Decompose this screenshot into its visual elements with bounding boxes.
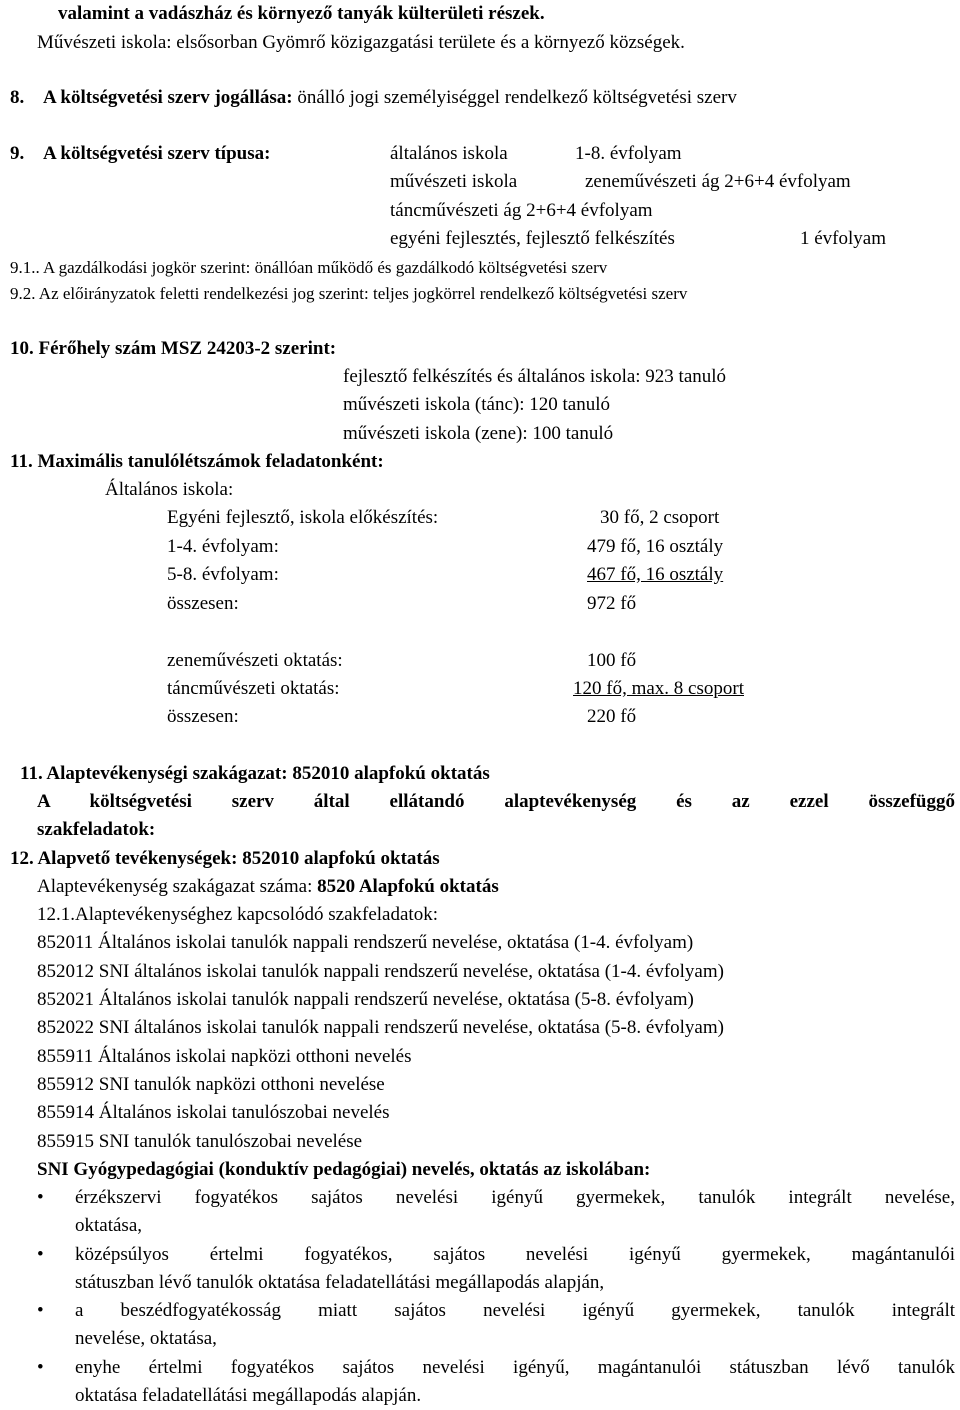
section-11b-line-2: szakfeladatok: — [37, 819, 156, 840]
type-4-a: egyéni fejlesztés, fejlesztő felkészítés — [390, 228, 675, 249]
type-1-a: általános iskola — [390, 143, 508, 164]
type-2-a: művészeti iskola — [390, 171, 518, 192]
section-9 — [10, 143, 270, 165]
capacity-line-2: művészeti iskola (tánc): 120 tanuló — [343, 394, 610, 415]
row-4-label: összesen: — [167, 593, 239, 614]
art-row-1-label: zeneművészeti oktatás: — [167, 650, 343, 671]
sector-number-value: 8520 Alapfokú oktatás — [317, 876, 499, 897]
section-12-heading: 12. Alapvető tevékenységek: 852010 alapfokú oktatás — [10, 848, 440, 869]
row-3-value: 467 fő, 16 osztály — [587, 564, 724, 585]
art-row-2-label: táncművészeti oktatás: — [167, 678, 340, 699]
task-item-8: 855915 SNI tanulók tanulószobai nevelése — [37, 1131, 363, 1152]
row-2-label: 1-4. évfolyam: — [167, 536, 279, 557]
type-4-b: 1 évfolyam — [800, 228, 887, 249]
row-2-value: 479 fő, 16 osztály — [587, 536, 724, 557]
type-1-b: 1-8. évfolyam — [575, 143, 682, 164]
section-11b-line-1: A költségvetési szerv által ellátandó alaptevékenység és az ezzel összefüggő — [37, 791, 955, 812]
bullet-2-line-1: középsúlyos értelmi fogyatékos, sajátos nevelési igényű gyermekek, magántanulói — [75, 1244, 955, 1265]
row-4-value: 972 fő — [587, 593, 637, 614]
section-9-label: A költségvetési szerv típusa: — [43, 143, 271, 164]
section-9-2: 9.2. Az előirányzatok feletti rendelkezési jog szerint: teljes jogkörrel rendelkező költségvetési szerv — [10, 284, 688, 303]
bullet-4-line-2: oktatása feladatellátási megállapodás alapján. — [75, 1385, 422, 1406]
sector-number-line — [37, 876, 499, 898]
bullet-1-marker: • — [37, 1187, 44, 1208]
bullet-3-line-2: nevelése, oktatása, — [75, 1328, 217, 1349]
intro-line-2: Művészeti iskola: elsősorban Gyömrő közigazgatási területe és a környező községek. — [37, 32, 685, 53]
bullet-3-marker: • — [37, 1300, 44, 1321]
bullet-1-line-2: oktatása, — [75, 1215, 143, 1236]
section-12-1: 12.1.Alaptevékenységhez kapcsolódó szakfeladatok: — [37, 904, 438, 925]
section-8 — [10, 87, 737, 109]
art-row-3-value: 220 fő — [587, 706, 637, 727]
art-row-1-value: 100 fő — [587, 650, 637, 671]
section-8-number: 8. — [10, 87, 25, 108]
section-11b-heading: 11. Alaptevékenységi szakágazat: 852010 alapfokú oktatás — [20, 763, 490, 784]
row-3-label: 5-8. évfolyam: — [167, 564, 279, 585]
section-10-heading: 10. Férőhely szám MSZ 24203-2 szerint: — [10, 338, 337, 359]
sector-number-label: Alaptevékenység szakágazat száma: — [37, 876, 318, 897]
task-item-3: 852021 Általános iskolai tanulók nappali rendszerű nevelése, oktatása (5-8. évfolyam) — [37, 989, 694, 1010]
sni-heading: SNI Gyógypedagógiai (konduktív pedagógiai) nevelés, oktatás az iskolában: — [37, 1159, 651, 1180]
bullet-1-line-1: érzékszervi fogyatékos sajátos nevelési igényű gyermekek, tanulók integrált nevelése, — [75, 1187, 955, 1208]
task-item-5: 855911 Általános iskolai napközi otthoni nevelés — [37, 1046, 412, 1067]
type-2-b: zeneművészeti ág 2+6+4 évfolyam — [585, 171, 851, 192]
bullet-4-marker: • — [37, 1357, 44, 1378]
bullet-4-line-1: enyhe értelmi fogyatékos sajátos nevelési igényű, magántanulói státuszban lévő tanulók — [75, 1357, 955, 1378]
task-item-1: 852011 Általános iskolai tanulók nappali rendszerű nevelése, oktatása (1-4. évfolyam) — [37, 932, 694, 953]
task-item-4: 852022 SNI általános iskolai tanulók nappali rendszerű nevelése, oktatása (5-8. évfolyam) — [37, 1017, 724, 1038]
type-3-a: táncművészeti ág 2+6+4 évfolyam — [390, 200, 653, 221]
art-row-3-label: összesen: — [167, 706, 239, 727]
general-school-subheading: Általános iskola: — [105, 479, 234, 500]
capacity-line-1: fejlesztő felkészítés és általános iskola: 923 tanuló — [343, 366, 727, 387]
section-11-heading: 11. Maximális tanulólétszámok feladatonként: — [10, 451, 384, 472]
section-8-value: önálló jogi személyiséggel rendelkező költségvetési szerv — [297, 87, 737, 108]
task-item-7: 855914 Általános iskolai tanulószobai nevelés — [37, 1102, 390, 1123]
task-item-2: 852012 SNI általános iskolai tanulók nappali rendszerű nevelése, oktatása (1-4. évfolyam) — [37, 961, 724, 982]
capacity-line-3: művészeti iskola (zene): 100 tanuló — [343, 423, 614, 444]
section-9-1: 9.1.. A gazdálkodási jogkör szerint: önállóan működő és gazdálkodó költségvetési szerv — [10, 258, 608, 277]
section-9-number: 9. — [10, 143, 25, 164]
bullet-3-line-1: a beszédfogyatékosság miatt sajátos nevelési igényű gyermekek, tanulók integrált — [75, 1300, 955, 1321]
row-1-value: 30 fő, 2 csoport — [600, 507, 720, 528]
intro-line-1: valamint a vadászház és környező tanyák külterületi részek. — [58, 3, 545, 24]
bullet-2-marker: • — [37, 1244, 44, 1265]
section-8-label: A költségvetési szerv jogállása: — [43, 87, 293, 108]
task-item-6: 855912 SNI tanulók napközi otthoni nevelése — [37, 1074, 385, 1095]
row-1-label: Egyéni fejlesztő, iskola előkészítés: — [167, 507, 439, 528]
bullet-2-line-2: státuszban lévő tanulók oktatása feladatellátási megállapodás alapján, — [75, 1272, 605, 1293]
art-row-2-value: 120 fő, max. 8 csoport — [573, 678, 744, 699]
